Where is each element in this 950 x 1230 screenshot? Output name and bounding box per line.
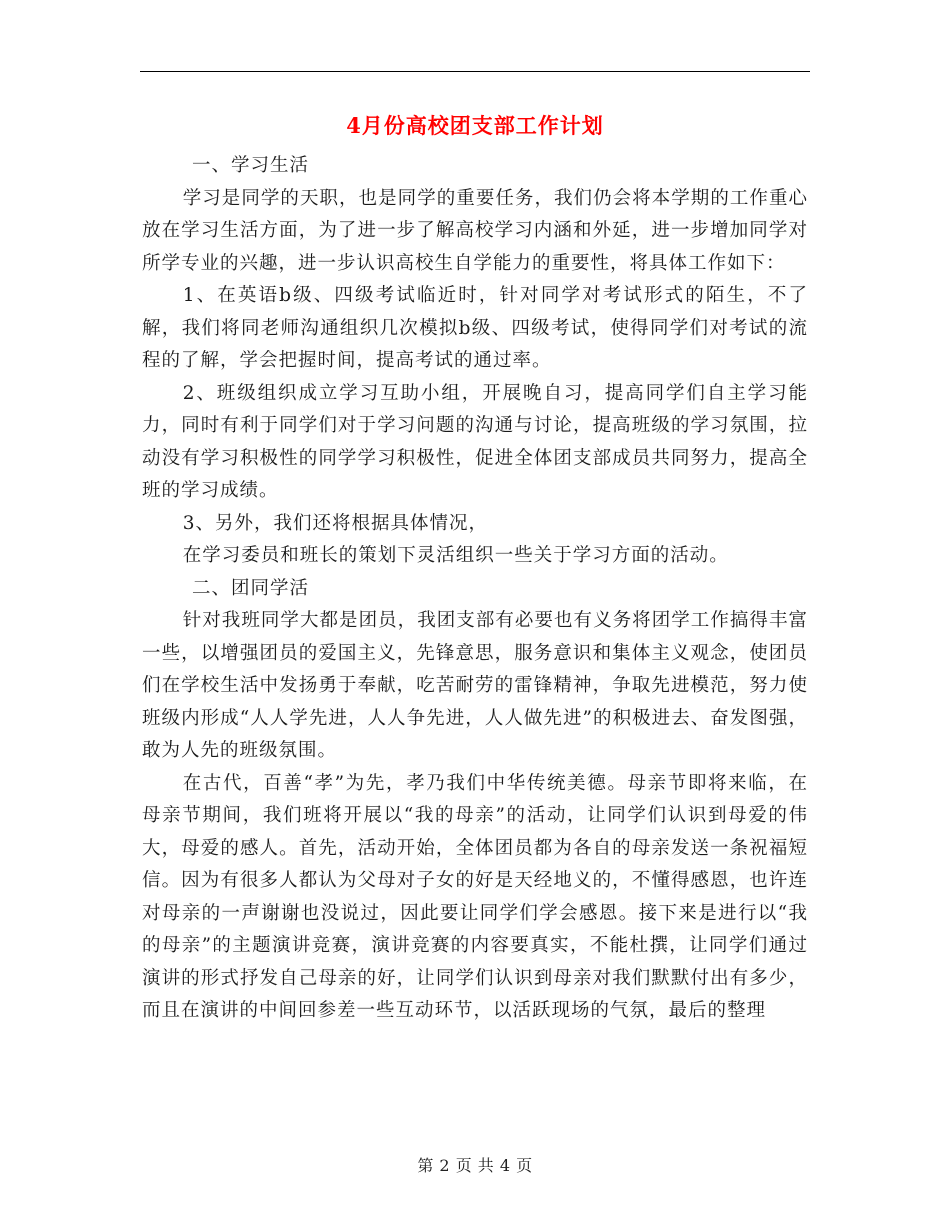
paragraph: 在古代，百善“孝”为先，孝乃我们中华传统美德。母亲节即将来临，在母亲节期间，我们班将开展以“我的母亲”的活动，让同学们认识到母爱的伟大，母爱的感人。首先，活动开始，全体团员都为各自的母亲发送一条祝福短信。因为有很多人都认为父母对子女的好是天经地义的，不懂得感恩，也许连对母亲的一声谢谢也没说过，因此要让同学们学会感恩。接下来是进行以“我的母亲”的主题演讲竞赛，演讲竞赛的内容要真实，不能杜撰，让同学们通过演讲的形式抒发自己母亲的好，让同学们认识到母亲对我们默默付出有多少，而且在演讲的中间回参差一些互动环节，以活跃现场的气氛，最后的整理: [142, 772, 808, 1021]
paragraph: 在学习委员和班长的策划下灵活组织一些关于学习方面的活动。: [182, 545, 729, 566]
section-heading-league: 二、团同学活: [191, 577, 309, 599]
document-body: [142, 150, 808, 1028]
paragraph: 3、另外，我们还将根据具体情况，: [182, 512, 488, 534]
header-rule: [140, 71, 810, 72]
page-number: 第 2 页 共 4 页: [417, 1156, 533, 1175]
paragraph: 学习是同学的天职，也是同学的重要任务，我们仍会将本学期的工作重心放在学习生活方面，为了进一步了解高校学习内涵和外延，进一步增加同学对所学专业的兴趣，进一步认识高校生自学能力的重要性，将具体工作如下：: [142, 187, 808, 274]
page-footer: [0, 1153, 950, 1176]
section-heading-study: 一、学习生活: [191, 155, 309, 176]
paragraph: 1、在英语b级、四级考试临近时，针对同学对考试形式的陌生，不了解，我们将同老师沟通组织几次模拟b级、四级考试，使得同学们对考试的流程的了解，学会把握时间，提高考试的通过率。: [142, 285, 808, 371]
paragraph: 2、班级组织成立学习互助小组，开展晚自习，提高同学们自主学习能力，同时有利于同学们对于学习问题的沟通与讨论，提高班级的学习氛围，拉动没有学习积极性的同学学习积极性，促进全体团支部成员共同努力，提高全班的学习成绩。: [142, 382, 808, 501]
paragraph: 针对我班同学大都是团员，我团支部有必要也有义务将团学工作搞得丰富一些，以增强团员的爱国主义，先锋意思，服务意识和集体主义观念，使团员们在学校生活中发扬勇于奉献，吃苦耐劳的雷锋精神，争取先进模范，努力使班级内形成“人人学先进，人人争先进，人人做先进”的积极进去、奋发图强，敢为人先的班级氛围。: [142, 610, 808, 761]
document-title: 4月份高校团支部工作计划: [346, 113, 604, 138]
